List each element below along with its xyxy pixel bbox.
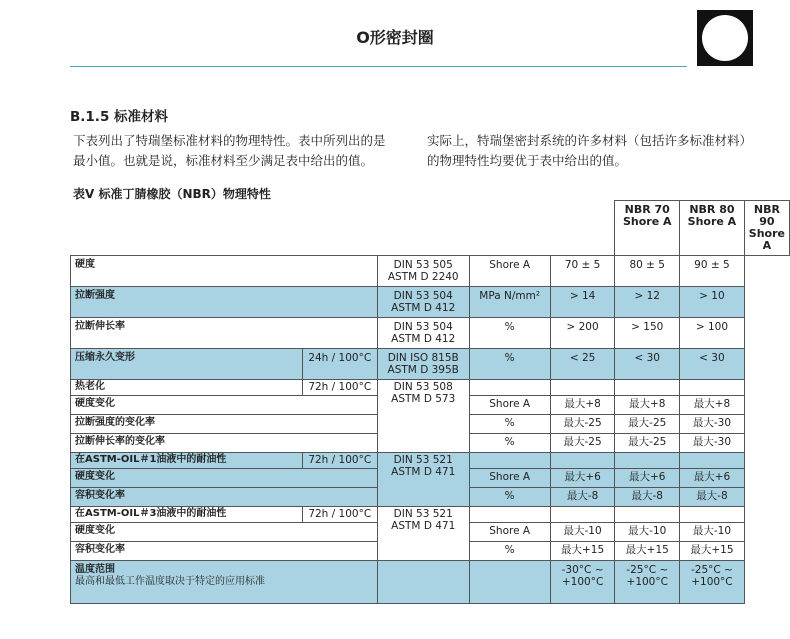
row-value: 最大-30 xyxy=(680,415,745,434)
row-value: > 12 xyxy=(615,287,680,318)
row-value: 最大+15 xyxy=(550,542,615,561)
row-value: 最大+6 xyxy=(550,469,615,488)
material-properties-table xyxy=(70,200,790,604)
row-value: 最大+6 xyxy=(680,469,745,488)
header-nbr80: NBR 80 Shore A xyxy=(680,201,745,256)
row-value: < 30 xyxy=(680,349,745,380)
header-nbr90: NBR 90 Shore A xyxy=(744,201,789,256)
row-value: 最大+8 xyxy=(680,396,745,415)
row-label: 热老化 xyxy=(71,380,303,396)
sub-row-label: 容积变化率 xyxy=(71,542,378,561)
row-label: 在ASTM-OIL＃1油液中的耐油性 xyxy=(71,453,303,469)
temperature-note: 最高和最低工作温度取决于特定的应用标准 xyxy=(75,576,265,587)
row-value: 最大+8 xyxy=(550,396,615,415)
row-label: 硬度 xyxy=(71,256,378,287)
row-value: 最大-8 xyxy=(550,488,615,507)
header-nbr70: NBR 70 Shore A xyxy=(615,201,680,256)
row-value: 最大-25 xyxy=(615,434,680,453)
row-value: 最大-25 xyxy=(615,415,680,434)
sub-row-label: 容积变化率 xyxy=(71,488,378,507)
row-value: 90 ± 5 xyxy=(680,256,745,287)
row-value: > 10 xyxy=(680,287,745,318)
row-standard: DIN 53 504 ASTM D 412 xyxy=(377,287,469,318)
row-value: < 30 xyxy=(615,349,680,380)
row-label: 压缩永久变形 xyxy=(71,349,303,380)
sub-row-label: 硬度变化 xyxy=(71,396,378,415)
sub-row-label: 拉断强度的变化率 xyxy=(71,415,378,434)
row-value: 70 ± 5 xyxy=(550,256,615,287)
row-unit: % xyxy=(469,488,550,507)
row-label: 拉断强度 xyxy=(71,287,378,318)
row-unit: % xyxy=(469,349,550,380)
row-value: < 25 xyxy=(550,349,615,380)
row-unit: Shore A xyxy=(469,256,550,287)
row-value: -25°C ~ +100°C xyxy=(680,561,745,604)
row-value: > 14 xyxy=(550,287,615,318)
row-value: 最大-8 xyxy=(615,488,680,507)
row-standard: DIN 53 508 ASTM D 573 xyxy=(377,380,469,453)
row-value: 最大+15 xyxy=(615,542,680,561)
row-value: 最大+8 xyxy=(615,396,680,415)
row-value: 最大-30 xyxy=(680,434,745,453)
row-condition: 72h / 100°C xyxy=(302,453,377,469)
sub-row-label: 拉断伸长率的变化率 xyxy=(71,434,378,453)
row-unit: % xyxy=(469,542,550,561)
row-standard: DIN ISO 815B ASTM D 395B xyxy=(377,349,469,380)
sub-row-label: 硬度变化 xyxy=(71,523,378,542)
intro-paragraph-left: 下表列出了特瑞堡标准材料的物理特性。表中所列出的是最小值。也就是说，标准材料至少满足表中给出的值。 xyxy=(73,133,386,168)
row-value: 最大-8 xyxy=(680,488,745,507)
row-label: 在ASTM-OIL＃3油液中的耐油性 xyxy=(71,507,303,523)
row-unit: Shore A xyxy=(469,523,550,542)
row-value: 最大-10 xyxy=(550,523,615,542)
row-label: 拉断伸长率 xyxy=(71,318,378,349)
intro-paragraph-right: 实际上，特瑞堡密封系统的许多材料（包括许多标准材料）的物理特性均要优于表中给出的值。 xyxy=(427,133,746,168)
row-condition: 72h / 100°C xyxy=(302,507,377,523)
row-value: 最大-10 xyxy=(680,523,745,542)
sub-row-label: 硬度变化 xyxy=(71,469,378,488)
row-unit: Shore A xyxy=(469,396,550,415)
row-standard: DIN 53 504 ASTM D 412 xyxy=(377,318,469,349)
row-value: > 100 xyxy=(680,318,745,349)
row-unit: % xyxy=(469,415,550,434)
logo-circle xyxy=(702,15,748,61)
row-condition: 24h / 100°C xyxy=(302,349,377,380)
row-unit: % xyxy=(469,434,550,453)
row-standard: DIN 53 521 ASTM D 471 xyxy=(377,453,469,507)
row-value: > 150 xyxy=(615,318,680,349)
title-divider xyxy=(70,66,687,67)
row-value: 最大+15 xyxy=(680,542,745,561)
row-value: 最大+6 xyxy=(615,469,680,488)
row-value: 80 ± 5 xyxy=(615,256,680,287)
row-value: > 200 xyxy=(550,318,615,349)
row-value: 最大-25 xyxy=(550,434,615,453)
row-standard: DIN 53 521 ASTM D 471 xyxy=(377,507,469,561)
row-unit: Shore A xyxy=(469,469,550,488)
table-caption: 表V 标准丁腈橡胶（NBR）物理特性 xyxy=(73,187,271,201)
row-value: 最大-25 xyxy=(550,415,615,434)
row-unit: % xyxy=(469,318,550,349)
row-condition: 72h / 100°C xyxy=(302,380,377,396)
row-value: -30°C ~ +100°C xyxy=(550,561,615,604)
page-title: O形密封圈 xyxy=(356,28,434,47)
brand-logo xyxy=(697,10,753,66)
row-unit: MPa N/mm² xyxy=(469,287,550,318)
row-standard: DIN 53 505 ASTM D 2240 xyxy=(377,256,469,287)
section-heading: B.1.5 标准材料 xyxy=(70,109,169,125)
row-value: -25°C ~ +100°C xyxy=(615,561,680,604)
row-label: 温度范围 xyxy=(75,564,115,575)
row-value: 最大-10 xyxy=(615,523,680,542)
